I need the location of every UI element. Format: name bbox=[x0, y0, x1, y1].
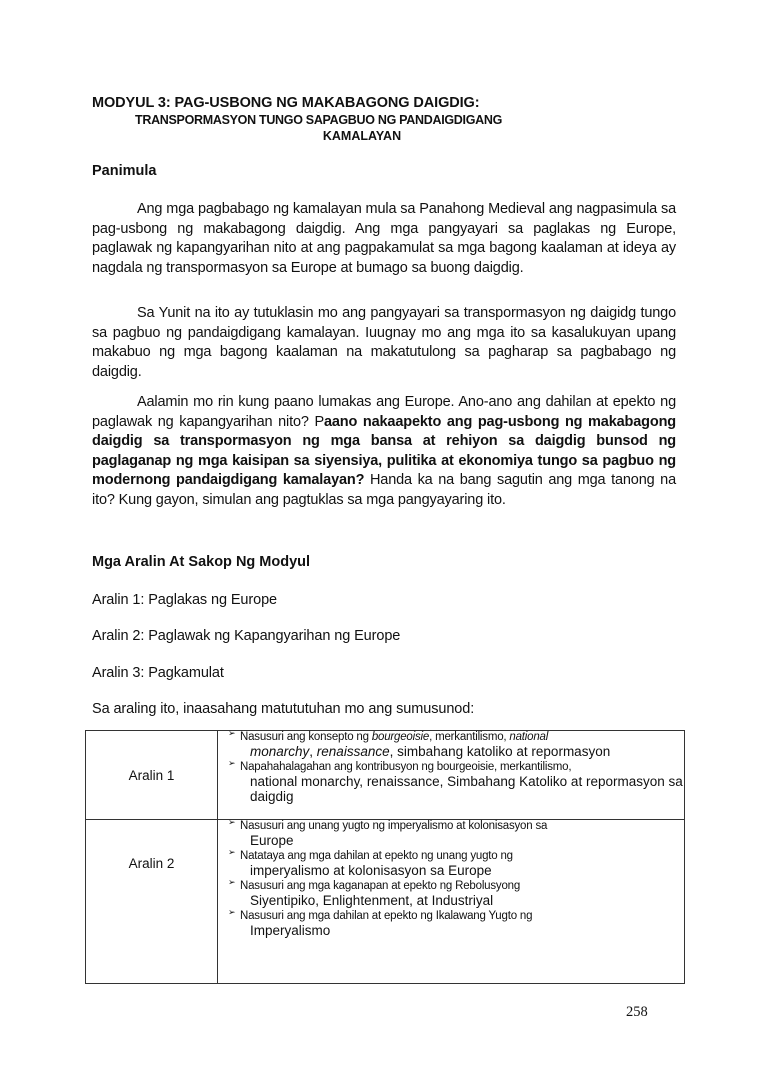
arrow-bullet-icon: ➢ bbox=[228, 877, 236, 887]
lesson-cell bbox=[86, 731, 218, 820]
lesson-label: Aralin 2 bbox=[128, 856, 175, 871]
arrow-bullet-icon: ➢ bbox=[228, 758, 236, 768]
lessons-heading: Mga Aralin At Sakop Ng Modyul bbox=[92, 554, 311, 570]
objective-text-continued: Siyentipiko, Enlightenment, at Industriyal bbox=[250, 893, 494, 908]
table-row bbox=[86, 820, 685, 984]
paragraph-3-key-question: aano nakaapekto ang pag-usbong ng makabagong daigdig sa transpormasyon ng mga bansa at rehiyon sa daigdig bunsod ng paglaganap ng mga kaisipan sa siyensiya, pulitika at ekonomiya tungo sa pagbuo ng modernong pandaigdigang kamalayan? bbox=[92, 413, 676, 489]
objective-item bbox=[228, 847, 684, 878]
objectives-cell bbox=[218, 728, 685, 820]
objective-item bbox=[228, 907, 684, 938]
intro-paragraph-1: Ang mga pagbabago ng kamalayan mula sa Panahong Medieval ang nagpasimula sa pag-usbong ng makabagong daigdig. Ang mga pangyayari sa paglakas ng Europe, paglawak ng kapangyarihan nito at ang pagpakamulat sa mga bagong kaalaman at ideya ay nagdala ng transpormasyon sa Europe at bumago sa buong daigdig. bbox=[92, 201, 676, 276]
module-subtitle-continued: KAMALAYAN bbox=[322, 129, 402, 143]
lesson-1-line: Aralin 1: Paglakas ng Europe bbox=[92, 592, 278, 608]
arrow-bullet-icon: ➢ bbox=[228, 817, 236, 827]
paragraph-3-end: Handa ka na bang sagutin ang mga tanong na ito? Kung gayon, simulan ang pagtuklas sa mga pangyayaring ito. bbox=[92, 472, 676, 508]
objective-item bbox=[228, 728, 684, 759]
arrow-bullet-icon: ➢ bbox=[228, 728, 236, 738]
objectives-table bbox=[85, 730, 685, 984]
arrow-bullet-icon: ➢ bbox=[228, 847, 236, 857]
objective-text: Napahahalagahan ang kontribusyon ng bourgeoisie, merkantilismo, bbox=[240, 761, 572, 773]
objective-text: Nasusuri ang mga dahilan at epekto ng Ikalawang Yugto ng bbox=[240, 910, 533, 922]
objective-text-continued: national monarchy, renaissance, Simbahang Katoliko at repormasyon sa daigdig bbox=[250, 774, 683, 804]
objective-text-continued: imperyalismo at kolonisasyon sa Europe bbox=[250, 863, 492, 878]
objective-text: Nasusuri ang konsepto ng bourgeoisie, merkantilismo, national bbox=[240, 731, 549, 743]
page-number: 258 bbox=[626, 1004, 648, 1020]
paragraph-3-start: Aalamin mo rin kung paano lumakas ang Europe. Ano-ano ang dahilan at epekto ng paglawak ng kapangyarihan nito? P bbox=[92, 394, 676, 430]
intro-paragraph-3 bbox=[92, 393, 676, 511]
objectives-list bbox=[218, 728, 684, 804]
objective-item bbox=[228, 817, 684, 848]
objectives-list bbox=[218, 817, 684, 938]
objectives-cell bbox=[218, 817, 685, 984]
objective-text: Nasusuri ang unang yugto ng imperyalismo at kolonisasyon sa bbox=[240, 820, 548, 832]
objective-text: Nasusuri ang mga kaganapan at epekto ng Rebolusyong bbox=[240, 880, 521, 892]
objective-text-continued: monarchy, renaissance, simbahang katoliko at repormasyon bbox=[250, 744, 611, 759]
objectives-intro: Sa araling ito, inaasahang matututuhan mo ang sumusunod: bbox=[92, 701, 475, 717]
table-row bbox=[86, 731, 685, 820]
objective-item bbox=[228, 758, 684, 804]
module-title: MODYUL 3: PAG-USBONG NG MAKABAGONG DAIGDIG: bbox=[92, 95, 480, 111]
lesson-label: Aralin 1 bbox=[128, 768, 175, 783]
lesson-2-line: Aralin 2: Paglawak ng Kapangyarihan ng Europe bbox=[92, 628, 401, 644]
intro-paragraph-2: Sa Yunit na ito ay tutuklasin mo ang pangyayari sa transpormasyon ng daigidg tungo sa pagbuo ng pandaigdigang kamalayan. Iuugnay mo ang mga ito sa kasalukuyan upang makabuo ng mga bagong kaalaman na makatutulong sa pagharap sa pagbabago ng daigdig. bbox=[92, 305, 676, 380]
arrow-bullet-icon: ➢ bbox=[228, 907, 236, 917]
module-subtitle: TRANSPORMASYON TUNGO SAPAGBUO NG PANDAIGDIGANG bbox=[135, 113, 502, 127]
lesson-cell bbox=[86, 820, 218, 984]
lesson-3-line: Aralin 3: Pagkamulat bbox=[92, 665, 224, 681]
objective-text-continued: Imperyalismo bbox=[250, 923, 331, 938]
intro-heading: Panimula bbox=[92, 163, 157, 179]
objective-item bbox=[228, 877, 684, 908]
objective-text-continued: Europe bbox=[250, 833, 294, 848]
objective-text: Natataya ang mga dahilan at epekto ng unang yugto ng bbox=[240, 850, 513, 862]
